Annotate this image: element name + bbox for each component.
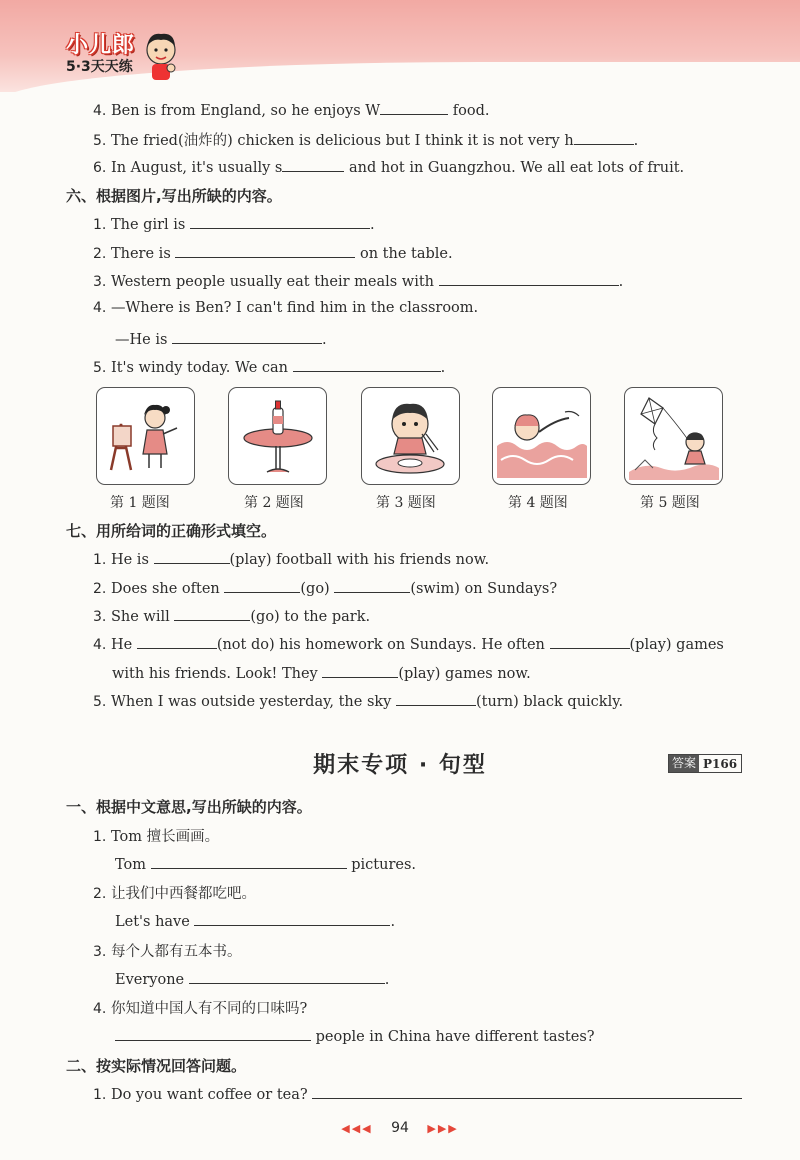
next-arrows-icon: ▶▶▶: [427, 1122, 459, 1135]
answer-reference-tag[interactable]: [668, 754, 742, 773]
question-row: [93, 1084, 742, 1103]
question-text: people in China have different tastes?: [315, 1029, 595, 1045]
question-number: 2.: [93, 581, 107, 597]
question-text: Tom: [115, 857, 147, 873]
question-text: Everyone: [115, 972, 185, 988]
question-number: 3.: [93, 274, 107, 290]
picture-boy-flying-kite: [624, 387, 723, 485]
answer-blank[interactable]: [194, 911, 390, 926]
question-text: food.: [452, 103, 490, 119]
boy-kite-icon: [625, 388, 722, 484]
question-number: 4.: [93, 637, 107, 653]
question-row: [93, 578, 557, 597]
picture-caption: 第 2 题图: [244, 495, 304, 511]
answer-blank[interactable]: [312, 1084, 742, 1099]
question-row: [93, 882, 256, 903]
special-section-title: 期末专项 · 句型: [313, 753, 487, 778]
picture-caption: 第 1 题图: [110, 495, 170, 511]
answer-blank[interactable]: [189, 969, 385, 984]
question-number: 3.: [93, 609, 107, 625]
question-number: 2.: [93, 246, 107, 262]
section-heading-a: 一、根据中文意思,写出所缺的内容。: [66, 798, 312, 816]
question-number: 1.: [93, 217, 107, 233]
question-text: .: [369, 217, 375, 233]
answer-page: P166: [703, 756, 738, 771]
question-number: 5.: [93, 694, 107, 710]
prev-arrows-icon: ◀◀◀: [341, 1122, 373, 1135]
question-text: The girl is: [110, 217, 186, 233]
question-text: In August, it's usually: [110, 160, 271, 176]
question-number: 4.: [93, 300, 107, 316]
picture-bottle-on-table: [228, 387, 327, 485]
question-text: Let's have: [115, 914, 190, 930]
hint-letter: W: [365, 103, 381, 119]
question-row: [93, 940, 241, 961]
boy-swimming-icon: [493, 388, 590, 484]
answer-blank[interactable]: [115, 1026, 311, 1041]
question-text: .: [384, 972, 390, 988]
answer-blank[interactable]: [396, 691, 476, 706]
question-text: (swim) on Sundays?: [410, 581, 558, 597]
question-row: [115, 911, 395, 930]
question-text: .: [390, 914, 396, 930]
question-text: —He is: [115, 332, 168, 348]
answer-blank[interactable]: [334, 578, 410, 593]
question-row: [93, 271, 623, 290]
question-text: She will: [110, 609, 170, 625]
question-text: He: [110, 637, 133, 653]
question-number: 4.: [93, 1001, 107, 1017]
answer-blank[interactable]: [137, 634, 217, 649]
question-text: (turn) black quickly.: [475, 694, 624, 710]
question-text: (play) games now.: [398, 666, 531, 682]
question-text: Western people usually eat their meals with: [110, 274, 435, 290]
question-text: with his friends. Look! They: [112, 666, 318, 682]
boy-eating-icon: [362, 388, 459, 484]
question-text: There is: [110, 246, 171, 262]
question-text: Ben is from England, so he enjoys: [110, 103, 361, 119]
hint-letter: h: [564, 133, 574, 149]
answer-blank[interactable]: [154, 549, 230, 564]
question-row: [93, 691, 623, 710]
question-text: —Where is Ben? I can't find him in the classroom.: [110, 300, 479, 316]
picture-boy-eating: [361, 387, 460, 485]
question-text: (go) to the park.: [250, 609, 371, 625]
answer-label: 答案: [669, 755, 699, 772]
question-row: [115, 854, 416, 873]
question-number: 4.: [93, 103, 107, 119]
question-number: 2.: [93, 886, 107, 902]
logo-subtitle: 5·3天天练: [66, 59, 133, 75]
chinese-prompt: 让我们中西餐都吃吧。: [110, 886, 256, 902]
question-number: 1.: [93, 1087, 107, 1103]
girl-painting-icon: [97, 388, 194, 484]
picture-girl-painting: [96, 387, 195, 485]
question-text: pictures.: [351, 857, 417, 873]
question-text: (not do) his homework on Sundays. He often: [216, 637, 545, 653]
answer-blank[interactable]: [190, 214, 370, 229]
question-text: .: [633, 133, 639, 149]
picture-boy-swimming: [492, 387, 591, 485]
picture-caption: 第 3 题图: [376, 495, 436, 511]
question-number: 3.: [93, 944, 107, 960]
question-text: Does she often: [110, 581, 220, 597]
question-row: [93, 606, 370, 625]
question-row: [112, 663, 531, 682]
question-row: [93, 300, 478, 316]
question-number: 1.: [93, 829, 107, 845]
answer-blank[interactable]: [175, 243, 355, 258]
answer-blank[interactable]: [282, 157, 344, 172]
answer-blank[interactable]: [380, 100, 448, 115]
question-row: [93, 214, 375, 233]
question-text: When I was outside yesterday, the sky: [110, 694, 392, 710]
mascot-boy-icon: [138, 28, 184, 82]
answer-blank[interactable]: [151, 854, 347, 869]
bottle-table-icon: [229, 388, 326, 484]
question-text: .: [618, 274, 624, 290]
page-number: 94: [391, 1120, 409, 1136]
hint-letter: s: [274, 160, 283, 176]
question-text: Do you want coffee or tea?: [110, 1087, 308, 1103]
question-row: [93, 157, 684, 176]
question-text: (go): [300, 581, 330, 597]
question-row: [93, 549, 489, 568]
question-row: [93, 825, 219, 846]
question-row: [93, 100, 489, 119]
question-text: (play) football with his friends now.: [229, 552, 490, 568]
question-row: [115, 1026, 595, 1045]
question-text: He is: [110, 552, 149, 568]
question-row: [115, 329, 327, 348]
answer-blank[interactable]: [174, 606, 250, 621]
answer-blank[interactable]: [293, 357, 441, 372]
question-number: 1.: [93, 552, 107, 568]
page-footer: [0, 1120, 800, 1136]
answer-blank[interactable]: [550, 634, 630, 649]
logo-title: 小儿郎: [66, 33, 136, 58]
chinese-prompt: 每个人都有五本书。: [110, 944, 242, 960]
question-text: It's windy today. We can: [110, 360, 289, 376]
question-text: on the table.: [359, 246, 453, 262]
picture-caption: 第 4 题图: [508, 495, 568, 511]
question-number: 5.: [93, 360, 107, 376]
question-text: .: [440, 360, 446, 376]
question-text: The fried(油炸的) chicken is delicious but I think it is not very: [110, 133, 560, 149]
section-heading-7: 七、用所给词的正确形式填空。: [66, 522, 277, 540]
question-row: [115, 969, 389, 988]
question-row: [93, 243, 453, 262]
chinese-prompt: 你知道中国人有不同的口味吗?: [110, 1001, 308, 1017]
picture-caption: 第 5 题图: [640, 495, 700, 511]
answer-blank[interactable]: [322, 663, 398, 678]
question-text: .: [322, 332, 327, 348]
answer-blank[interactable]: [172, 329, 322, 344]
question-text: (play) games: [629, 637, 724, 653]
answer-blank[interactable]: [224, 578, 300, 593]
section-heading-b: 二、按实际情况回答问题。: [66, 1057, 247, 1075]
answer-blank[interactable]: [574, 130, 634, 145]
question-text: and hot in Guangzhou. We all eat lots of fruit.: [348, 160, 685, 176]
answer-blank[interactable]: [439, 271, 619, 286]
question-row: [93, 357, 445, 376]
question-number: 5.: [93, 133, 107, 149]
question-number: 6.: [93, 160, 107, 176]
question-row: [93, 129, 638, 150]
question-row: [93, 634, 724, 653]
section-heading-6: 六、根据图片,写出所缺的内容。: [66, 187, 282, 205]
question-row: [93, 997, 307, 1018]
chinese-prompt: Tom 擅长画画。: [110, 829, 220, 845]
